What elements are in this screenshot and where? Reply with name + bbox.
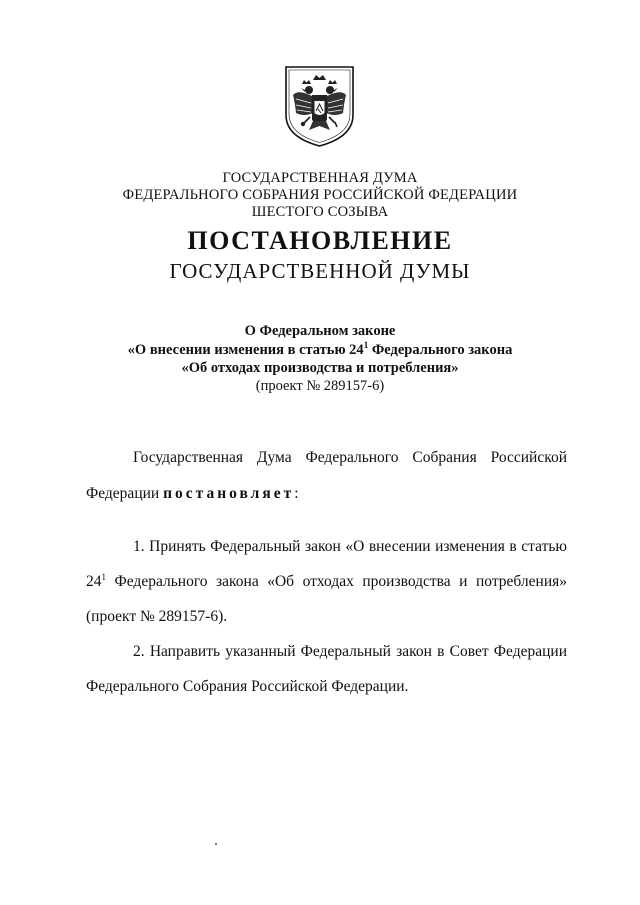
- intro-line-2: [86, 485, 299, 503]
- item-2-line-2: Федерального Собрания Российской Федерации.: [86, 678, 409, 695]
- intro-line-1: Государственная Дума Федерального Собрания Российской: [133, 449, 567, 466]
- intro-suffix: :: [294, 485, 299, 502]
- item-1-article-number: 24: [86, 573, 102, 590]
- bill-line-2-part2: Федерального закона: [368, 342, 513, 358]
- intro-prefix: Федерации: [86, 485, 164, 502]
- header-line-1: ГОСУДАРСТВЕННАЯ ДУМА: [222, 170, 418, 186]
- item-2-line-1: 2. Направить указанный Федеральный закон в Совет Федерации: [133, 643, 567, 660]
- resolves-word: постановляет: [163, 485, 295, 502]
- bill-line-3: «Об отходах производства и потребления»: [181, 360, 459, 376]
- coat-of-arms-icon: [282, 63, 357, 149]
- item-1-line-2: [86, 573, 567, 591]
- bill-line-2-sup: 1: [363, 340, 369, 351]
- header-line-2: ФЕДЕРАЛЬНОГО СОБРАНИЯ РОССИЙСКОЙ ФЕДЕРАЦИИ: [122, 187, 518, 203]
- scan-speck: [215, 843, 217, 845]
- item-1-article-sup: 1: [101, 571, 106, 582]
- header-line-3: ШЕСТОГО СОЗЫВА: [251, 204, 389, 220]
- document-subtitle: ГОСУДАРСТВЕННОЙ ДУМЫ: [169, 259, 471, 283]
- item-1-line-1: 1. Принять Федеральный закон «О внесении изменения в статью: [133, 538, 567, 555]
- bill-line-4: (проект № 289157-6): [255, 378, 385, 394]
- document-title: ПОСТАНОВЛЕНИЕ: [187, 226, 453, 255]
- bill-line-2: [0, 342, 640, 359]
- item-1-line-2-rest: Федерального закона «Об отходах производства и потребления»: [106, 573, 567, 590]
- bill-line-2-part1: «О внесении изменения в статью 24: [127, 342, 364, 358]
- bill-line-1: О Федеральном законе: [244, 323, 396, 339]
- item-1-line-3: (проект № 289157-6).: [86, 608, 228, 625]
